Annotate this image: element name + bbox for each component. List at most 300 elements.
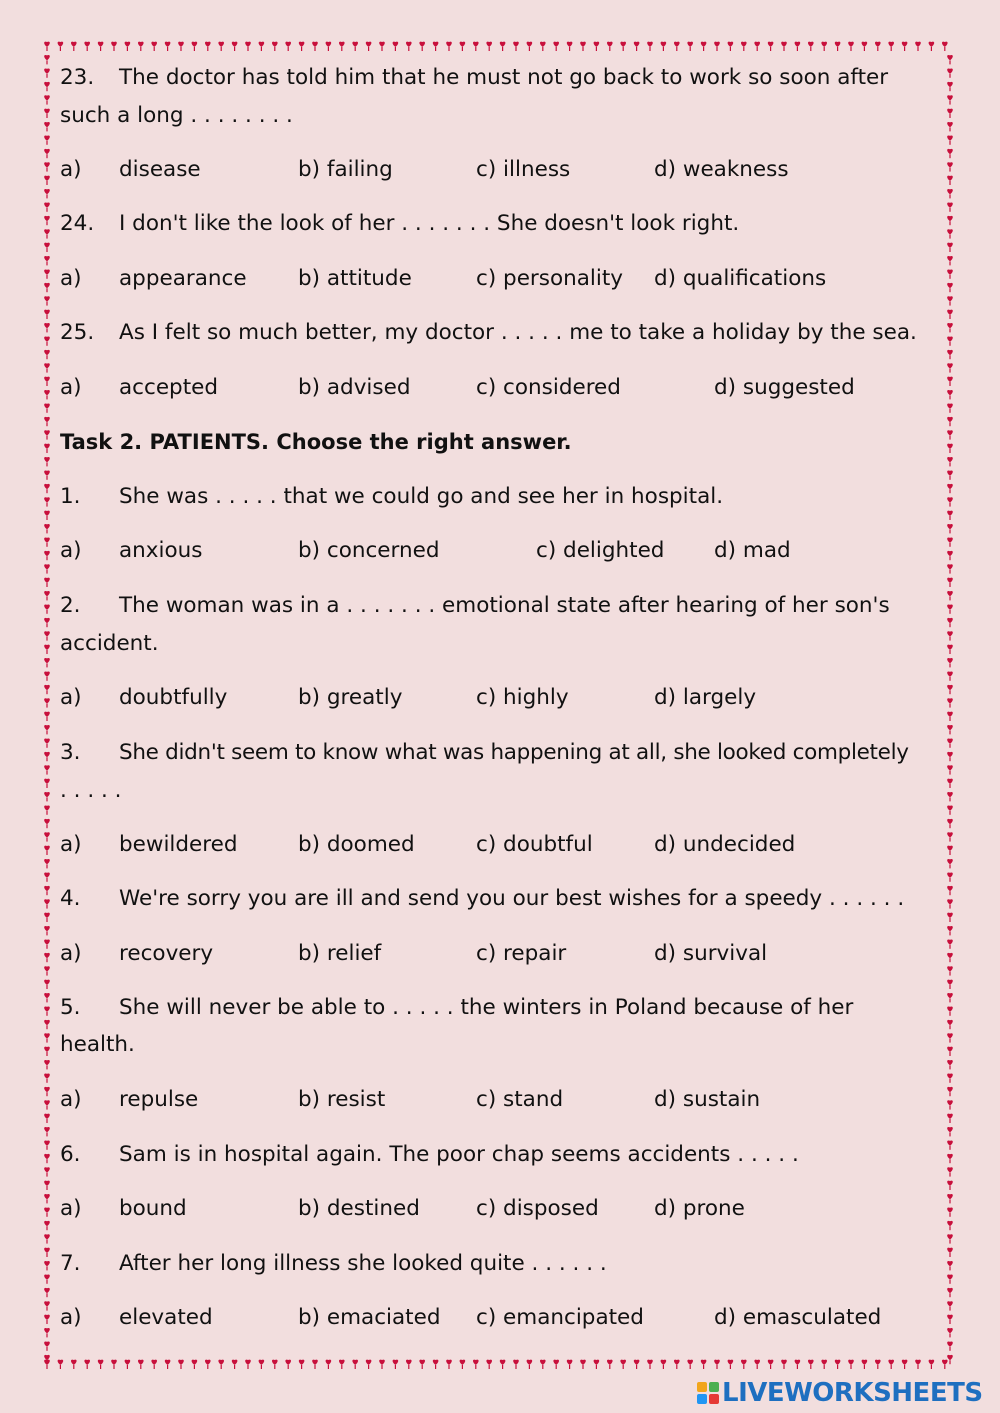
heart-ornament [44, 953, 50, 962]
heart-ornament [947, 1261, 953, 1270]
heart-ornament [44, 109, 50, 118]
heart-ornament [947, 1154, 953, 1163]
heart-ornament [44, 1248, 50, 1257]
heart-ornament [218, 1360, 224, 1369]
heart-ornament [947, 1248, 953, 1257]
heart-ornament [661, 1360, 667, 1369]
heart-ornament [553, 42, 559, 51]
heart-ornament [44, 1181, 50, 1190]
option-b[interactable]: b) greatly [298, 685, 403, 710]
heart-ornament [947, 1355, 953, 1364]
heart-ornament [44, 1328, 50, 1337]
heart-ornament [947, 323, 953, 332]
heart-ornament [947, 1060, 953, 1069]
heart-ornament [947, 229, 953, 238]
option-b[interactable]: b) attitude [298, 266, 412, 291]
heart-ornament [947, 350, 953, 359]
question-text: She will never be able to . . . . . the winters in Poland because of her [119, 995, 854, 1020]
heart-ornament [44, 403, 50, 412]
heart-ornament [947, 1301, 953, 1310]
heart-ornament [929, 42, 935, 51]
heart-ornament [741, 1360, 747, 1369]
heart-ornament [947, 68, 953, 77]
heart-ornament [500, 42, 506, 51]
heart-ornament [835, 42, 841, 51]
heart-ornament [947, 1274, 953, 1283]
heart-ornament [406, 1360, 412, 1369]
heart-ornament [285, 42, 291, 51]
option-a-marker: a) [60, 157, 82, 182]
heart-ornament [44, 779, 50, 788]
heart-ornament [947, 752, 953, 761]
heart-ornament [527, 42, 533, 51]
heart-ornament [44, 68, 50, 77]
heart-ornament [947, 712, 953, 721]
heart-ornament [947, 631, 953, 640]
heart-ornament [513, 42, 519, 51]
option-a-marker: a) [60, 1087, 82, 1112]
heart-ornament [44, 350, 50, 359]
heart-ornament [165, 1360, 171, 1369]
heart-ornament [44, 604, 50, 613]
heart-ornament [44, 1033, 50, 1042]
heart-ornament [44, 243, 50, 252]
heart-ornament [44, 1047, 50, 1056]
heart-ornament [125, 1360, 131, 1369]
heart-ornament [138, 42, 144, 51]
option-d[interactable]: d) qualifications [654, 266, 827, 291]
heart-ornament [947, 886, 953, 895]
heart-ornament [312, 42, 318, 51]
heart-ornament [647, 42, 653, 51]
heart-ornament [527, 1360, 533, 1369]
heart-ornament [111, 42, 117, 51]
heart-ornament [44, 1006, 50, 1015]
heart-ornament [44, 470, 50, 479]
heart-ornament [661, 42, 667, 51]
heart-ornament [947, 511, 953, 520]
heart-ornament [44, 497, 50, 506]
heart-ornament [44, 591, 50, 600]
heart-ornament [947, 444, 953, 453]
heart-ornament [553, 1360, 559, 1369]
heart-ornament [947, 417, 953, 426]
heart-ornament [947, 658, 953, 667]
heart-ornament [486, 42, 492, 51]
heart-ornament [44, 256, 50, 265]
heart-ornament [902, 1360, 908, 1369]
heart-ornament [929, 1360, 935, 1369]
option-d[interactable]: d) suggested [714, 375, 855, 400]
heart-ornament [607, 42, 613, 51]
heart-ornament [71, 1360, 77, 1369]
heart-ornament [44, 42, 50, 51]
liveworksheets-logo[interactable] [697, 1377, 983, 1409]
option-c[interactable]: c) personality [476, 266, 624, 291]
option-b[interactable]: b) destined [298, 1196, 420, 1221]
heart-ornament [44, 886, 50, 895]
option-b[interactable]: b) relief [298, 941, 382, 966]
heart-ornament [580, 1360, 586, 1369]
heart-ornament [947, 1006, 953, 1015]
heart-ornament [44, 1261, 50, 1270]
heart-ornament [44, 1127, 50, 1136]
heart-ornament [326, 1360, 332, 1369]
heart-ornament [594, 1360, 600, 1369]
option-c[interactable]: c) disposed [476, 1196, 599, 1221]
option-a-marker: a) [60, 375, 82, 400]
heart-ornament [58, 1360, 64, 1369]
option-a[interactable]: elevated [119, 1305, 213, 1330]
heart-ornament [947, 899, 953, 908]
heart-ornament [44, 1274, 50, 1283]
option-a[interactable]: recovery [119, 941, 214, 966]
heart-ornament [44, 296, 50, 305]
heart-ornament [44, 859, 50, 868]
heart-ornament [44, 618, 50, 627]
heart-ornament [594, 42, 600, 51]
heart-ornament [44, 363, 50, 372]
heart-ornament [947, 95, 953, 104]
heart-ornament [947, 618, 953, 627]
heart-ornament [947, 484, 953, 493]
option-a-marker: a) [60, 538, 82, 563]
heart-ornament [947, 913, 953, 922]
heart-ornament [446, 42, 452, 51]
heart-ornament [947, 738, 953, 747]
heart-ornament [947, 269, 953, 278]
heart-ornament [44, 819, 50, 828]
heart-ornament [44, 872, 50, 881]
heart-ornament [44, 698, 50, 707]
option-d[interactable]: d) emasculated [714, 1305, 882, 1330]
heart-ornament [835, 1360, 841, 1369]
heart-ornament [947, 202, 953, 211]
heart-ornament [44, 1020, 50, 1029]
heart-ornament [634, 42, 640, 51]
heart-ornament [44, 846, 50, 855]
heart-ornament [947, 162, 953, 171]
option-c[interactable]: c) considered [476, 375, 621, 400]
heart-ornament [947, 832, 953, 841]
heart-ornament [821, 42, 827, 51]
question-number: 4. [60, 886, 81, 911]
heart-ornament [44, 1360, 50, 1369]
heart-ornament [947, 551, 953, 560]
heart-ornament [44, 725, 50, 734]
question-number: 6. [60, 1142, 81, 1167]
heart-ornament [580, 42, 586, 51]
option-d[interactable]: d) survival [654, 941, 768, 966]
question-continuation: . . . . . [60, 778, 122, 803]
heart-ornament [178, 42, 184, 51]
option-b[interactable]: b) emaciated [298, 1305, 441, 1330]
heart-ornament [44, 176, 50, 185]
heart-ornament [44, 832, 50, 841]
heart-ornament [44, 390, 50, 399]
heart-ornament [947, 578, 953, 587]
heart-ornament [947, 1020, 953, 1029]
heart-ornament [44, 524, 50, 533]
option-d[interactable]: d) mad [714, 538, 791, 563]
heart-ornament [947, 336, 953, 345]
question-number: 25. [60, 320, 95, 345]
heart-ornament [915, 42, 921, 51]
option-a-marker: a) [60, 941, 82, 966]
heart-ornament [352, 1360, 358, 1369]
option-a[interactable]: bewildered [119, 832, 238, 857]
heart-ornament [947, 390, 953, 399]
option-a[interactable]: repulse [119, 1087, 199, 1112]
question-number: 7. [60, 1251, 81, 1276]
heart-ornament [947, 645, 953, 654]
heart-ornament [808, 1360, 814, 1369]
option-c[interactable]: c) illness [476, 157, 571, 182]
heart-ornament [781, 42, 787, 51]
heart-ornament [947, 256, 953, 265]
heart-ornament [44, 564, 50, 573]
heart-ornament [44, 551, 50, 560]
heart-ornament [285, 1360, 291, 1369]
liveworksheets-logo-icon [697, 1382, 719, 1404]
heart-ornament [446, 1360, 452, 1369]
heart-ornament [741, 42, 747, 51]
heart-ornament [165, 42, 171, 51]
question-text: I don't like the look of her . . . . . . . She doesn't look right. [119, 211, 740, 236]
heart-ornament [379, 1360, 385, 1369]
option-c[interactable]: c) stand [476, 1087, 564, 1112]
heart-ornament [44, 1341, 50, 1350]
option-d[interactable]: d) sustain [654, 1087, 761, 1112]
heart-ornament [44, 444, 50, 453]
heart-ornament [947, 980, 953, 989]
heart-ornament [795, 1360, 801, 1369]
heart-ornament [781, 1360, 787, 1369]
heart-ornament [44, 1207, 50, 1216]
heart-ornament [862, 42, 868, 51]
heart-ornament [947, 872, 953, 881]
heart-ornament [947, 1315, 953, 1324]
heart-ornament [947, 1194, 953, 1203]
option-b[interactable]: b) doomed [298, 832, 415, 857]
heart-ornament [366, 42, 372, 51]
heart-ornament [44, 269, 50, 278]
heart-ornament [947, 470, 953, 479]
heart-ornament [620, 42, 626, 51]
option-c[interactable]: c) highly [476, 685, 569, 710]
option-b[interactable]: b) failing [298, 157, 393, 182]
question-number: 2. [60, 593, 81, 618]
heart-ornament [947, 1033, 953, 1042]
heart-ornament [634, 1360, 640, 1369]
heart-ornament [393, 42, 399, 51]
heart-ornament [44, 135, 50, 144]
option-b[interactable]: b) resist [298, 1087, 386, 1112]
heart-ornament [768, 42, 774, 51]
heart-ornament [947, 1087, 953, 1096]
heart-ornament [406, 42, 412, 51]
heart-ornament [795, 42, 801, 51]
question-number: 3. [60, 740, 81, 765]
option-a[interactable]: anxious [119, 538, 203, 563]
option-a-marker: a) [60, 832, 82, 857]
option-a[interactable]: accepted [119, 375, 218, 400]
option-d[interactable]: d) largely [654, 685, 757, 710]
heart-ornament [44, 216, 50, 225]
heart-ornament [44, 899, 50, 908]
question-continuation: health. [60, 1032, 135, 1057]
heart-ornament [947, 1047, 953, 1056]
heart-ornament [647, 1360, 653, 1369]
question-text: The woman was in a . . . . . . . emotional state after hearing of her son's [119, 593, 890, 618]
option-c[interactable]: c) repair [476, 941, 567, 966]
heart-ornament [44, 457, 50, 466]
heart-ornament [947, 993, 953, 1002]
option-b[interactable]: b) advised [298, 375, 411, 400]
logo-text: LIVEWORKSHEETS [722, 1378, 983, 1408]
heart-ornament [58, 42, 64, 51]
option-a[interactable]: disease [119, 157, 201, 182]
option-a[interactable]: doubtfully [119, 685, 228, 710]
heart-ornament [44, 149, 50, 158]
heart-ornament [848, 1360, 854, 1369]
heart-ornament [205, 1360, 211, 1369]
heart-ornament [714, 1360, 720, 1369]
heart-ornament [84, 42, 90, 51]
heart-ornament [125, 42, 131, 51]
heart-ornament [44, 1194, 50, 1203]
heart-ornament [875, 1360, 881, 1369]
heart-ornament [339, 42, 345, 51]
heart-ornament [192, 1360, 198, 1369]
heart-ornament [701, 1360, 707, 1369]
heart-ornament [44, 685, 50, 694]
heart-ornament [875, 42, 881, 51]
option-b[interactable]: b) concerned [298, 538, 440, 563]
heart-ornament [947, 243, 953, 252]
heart-ornament [947, 1167, 953, 1176]
question-text: After her long illness she looked quite . . . . . . [119, 1251, 607, 1276]
heart-ornament [44, 926, 50, 935]
heart-ornament [947, 283, 953, 292]
heart-ornament [947, 1073, 953, 1082]
heart-ornament [947, 296, 953, 305]
option-a[interactable]: appearance [119, 266, 247, 291]
heart-ornament [366, 1360, 372, 1369]
heart-ornament [44, 1073, 50, 1082]
heart-ornament [44, 792, 50, 801]
heart-ornament [44, 1355, 50, 1364]
heart-ornament [947, 1288, 953, 1297]
heart-ornament [44, 1060, 50, 1069]
heart-ornament [947, 805, 953, 814]
heart-ornament [947, 939, 953, 948]
heart-ornament [947, 792, 953, 801]
heart-ornament [947, 779, 953, 788]
heart-ornament [44, 417, 50, 426]
option-c[interactable]: c) delighted [536, 538, 665, 563]
heart-ornament [44, 671, 50, 680]
heart-ornament [473, 42, 479, 51]
heart-ornament [848, 42, 854, 51]
heart-ornament [138, 1360, 144, 1369]
heart-ornament [942, 1360, 948, 1369]
heart-ornament [44, 1140, 50, 1149]
heart-ornament [947, 1221, 953, 1230]
heart-ornament [567, 1360, 573, 1369]
heart-ornament [44, 966, 50, 975]
heart-ornament [44, 484, 50, 493]
heart-ornament [272, 42, 278, 51]
heart-ornament [947, 725, 953, 734]
heart-ornament [540, 1360, 546, 1369]
heart-ornament [754, 42, 760, 51]
heart-ornament [942, 42, 948, 51]
heart-ornament [245, 1360, 251, 1369]
heart-ornament [728, 1360, 734, 1369]
heart-ornament [513, 1360, 519, 1369]
option-a-marker: a) [60, 1196, 82, 1221]
option-a[interactable]: bound [119, 1196, 187, 1221]
option-d[interactable]: d) weakness [654, 157, 789, 182]
option-c[interactable]: c) emancipated [476, 1305, 644, 1330]
heart-ornament [44, 336, 50, 345]
heart-ornament [947, 497, 953, 506]
heart-ornament [44, 645, 50, 654]
heart-ornament [44, 939, 50, 948]
question-text: The doctor has told him that he must not go back to work so soon after [119, 65, 889, 90]
heart-ornament [888, 1360, 894, 1369]
heart-ornament [947, 377, 953, 386]
heart-ornament [44, 993, 50, 1002]
question-text: As I felt so much better, my doctor . . . . . me to take a holiday by the sea. [119, 320, 917, 345]
heart-ornament [44, 377, 50, 386]
heart-ornament [687, 42, 693, 51]
heart-ornament [674, 42, 680, 51]
option-d[interactable]: d) undecided [654, 832, 796, 857]
heart-ornament [218, 42, 224, 51]
heart-ornament [151, 42, 157, 51]
option-a-marker: a) [60, 685, 82, 710]
heart-ornament [393, 1360, 399, 1369]
heart-ornament [947, 310, 953, 319]
heart-ornament [947, 846, 953, 855]
heart-ornament [862, 1360, 868, 1369]
option-d[interactable]: d) prone [654, 1196, 745, 1221]
heart-ornament [245, 42, 251, 51]
heart-ornament [947, 685, 953, 694]
heart-ornament [947, 537, 953, 546]
heart-ornament [44, 189, 50, 198]
heart-ornament [947, 1181, 953, 1190]
heart-ornament [888, 42, 894, 51]
heart-ornament [44, 1167, 50, 1176]
heart-ornament [754, 1360, 760, 1369]
heart-ornament [460, 42, 466, 51]
heart-ornament [151, 1360, 157, 1369]
option-c[interactable]: c) doubtful [476, 832, 593, 857]
heart-ornament [947, 122, 953, 131]
heart-ornament [947, 1234, 953, 1243]
heart-ornament [299, 1360, 305, 1369]
question-continuation: accident. [60, 631, 159, 656]
heart-ornament [44, 82, 50, 91]
question-number: 1. [60, 484, 81, 509]
heart-ornament [44, 1114, 50, 1123]
heart-ornament [232, 42, 238, 51]
heart-ornament [915, 1360, 921, 1369]
heart-ornament [44, 805, 50, 814]
